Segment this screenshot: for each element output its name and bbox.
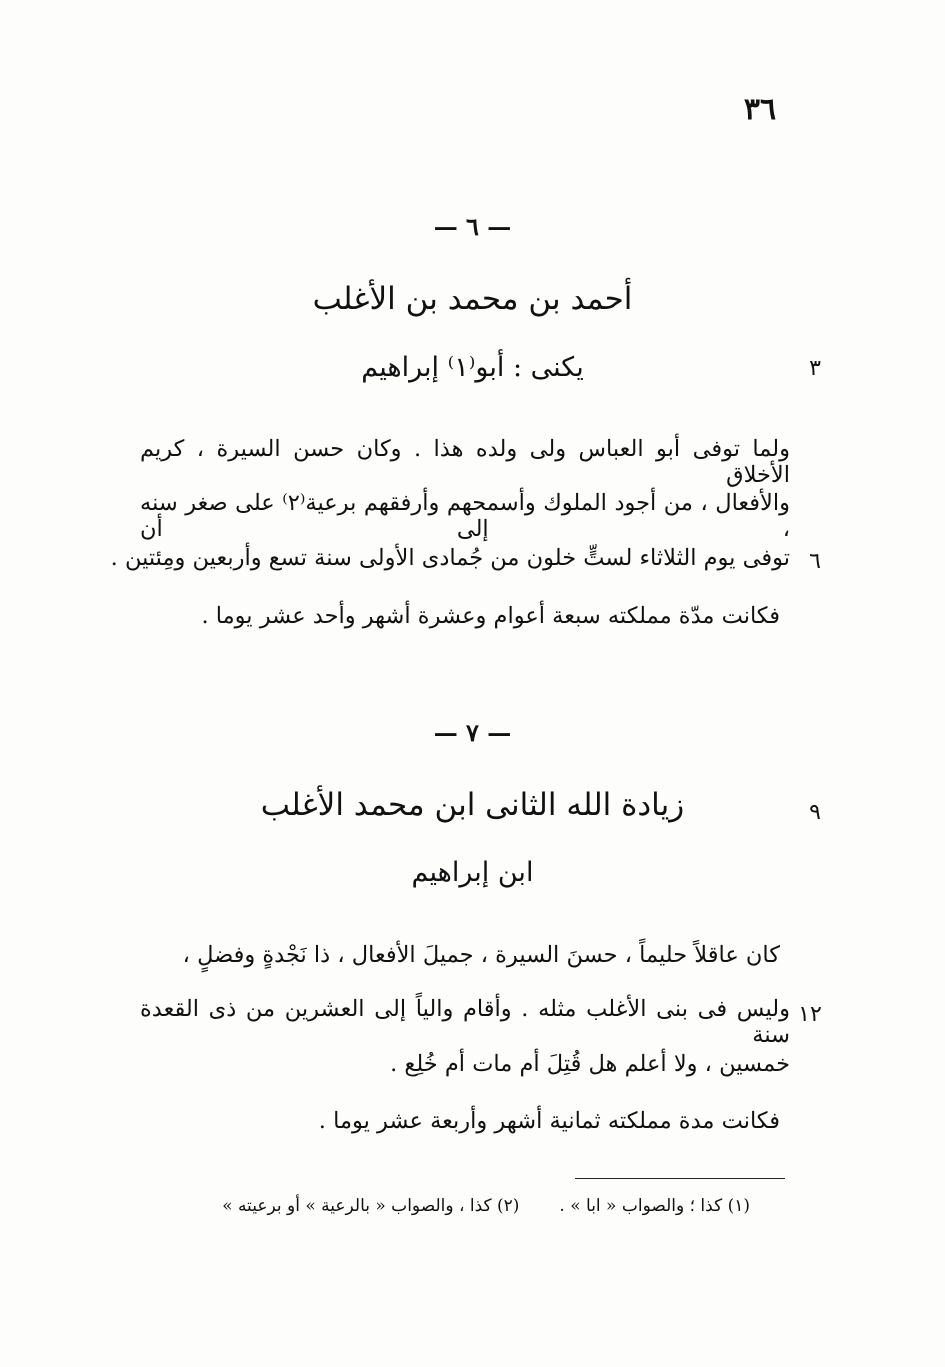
section-7-line: وليس فى بنى الأغلب مثله . وأقام والياً إلى العشرين من ذى القعدة سنة	[140, 996, 790, 1048]
section-6-subtitle: يكنى : أبو⁽١⁾ إبراهيم	[361, 352, 584, 383]
section-6-line: فكانت مدّة مملكته سبعة أعوام وعشرة أشهر وأحد عشر يوما .	[201, 603, 780, 629]
line-number-6: ٦	[809, 549, 821, 574]
section-6-line: ولما توفى أبو العباس ولى ولده هذا . وكان حسن السيرة ، كريم الأخلاق	[140, 436, 790, 488]
section-6-line: والأفعال ، من أجود الملوك وأسمحهم وأرفقهم برعية⁽٢⁾ على صغر سنه ، إلى أن	[140, 490, 790, 542]
section-7-title: زيادة الله الثانى ابن محمد الأغلب	[260, 787, 685, 823]
section-6-title: أحمد بن محمد بن الأغلب	[312, 281, 633, 317]
footnote-2: (٢) كذا ، والصواب « بالرعية » أو برعيته »	[222, 1196, 520, 1216]
section-number-7: — ٧ —	[433, 718, 512, 747]
section-7-line: فكانت مدة مملكته ثمانية أشهر وأربعة عشر يوما .	[318, 1108, 780, 1134]
section-6-line: توفى يوم الثلاثاء لستٍّ خلون من جُمادى الأولى سنة تسع وأربعين ومِئتين .	[110, 545, 790, 571]
page-number: ٣٦	[743, 92, 777, 127]
section-7-subtitle: ابن إبراهيم	[411, 857, 534, 888]
line-number-3: ٣	[809, 356, 821, 381]
footnote-1: (١) كذا ؛ والصواب « ابا » .	[559, 1196, 750, 1216]
line-number-12: ١٢	[798, 1002, 822, 1027]
footnotes	[140, 1196, 750, 1216]
section-7-line: خمسين ، ولا أعلم هل قُتِلَ أم مات أم خُلِع .	[390, 1051, 790, 1077]
section-7-line: كان عاقلاً حليماً ، حسنَ السيرة ، جميلَ الأفعال ، ذا نَجْدةٍ وفضلٍ ،	[182, 942, 780, 968]
line-number-9: ٩	[809, 800, 821, 825]
footnote-rule	[575, 1178, 785, 1179]
section-number-6: — ٦ —	[433, 212, 512, 241]
